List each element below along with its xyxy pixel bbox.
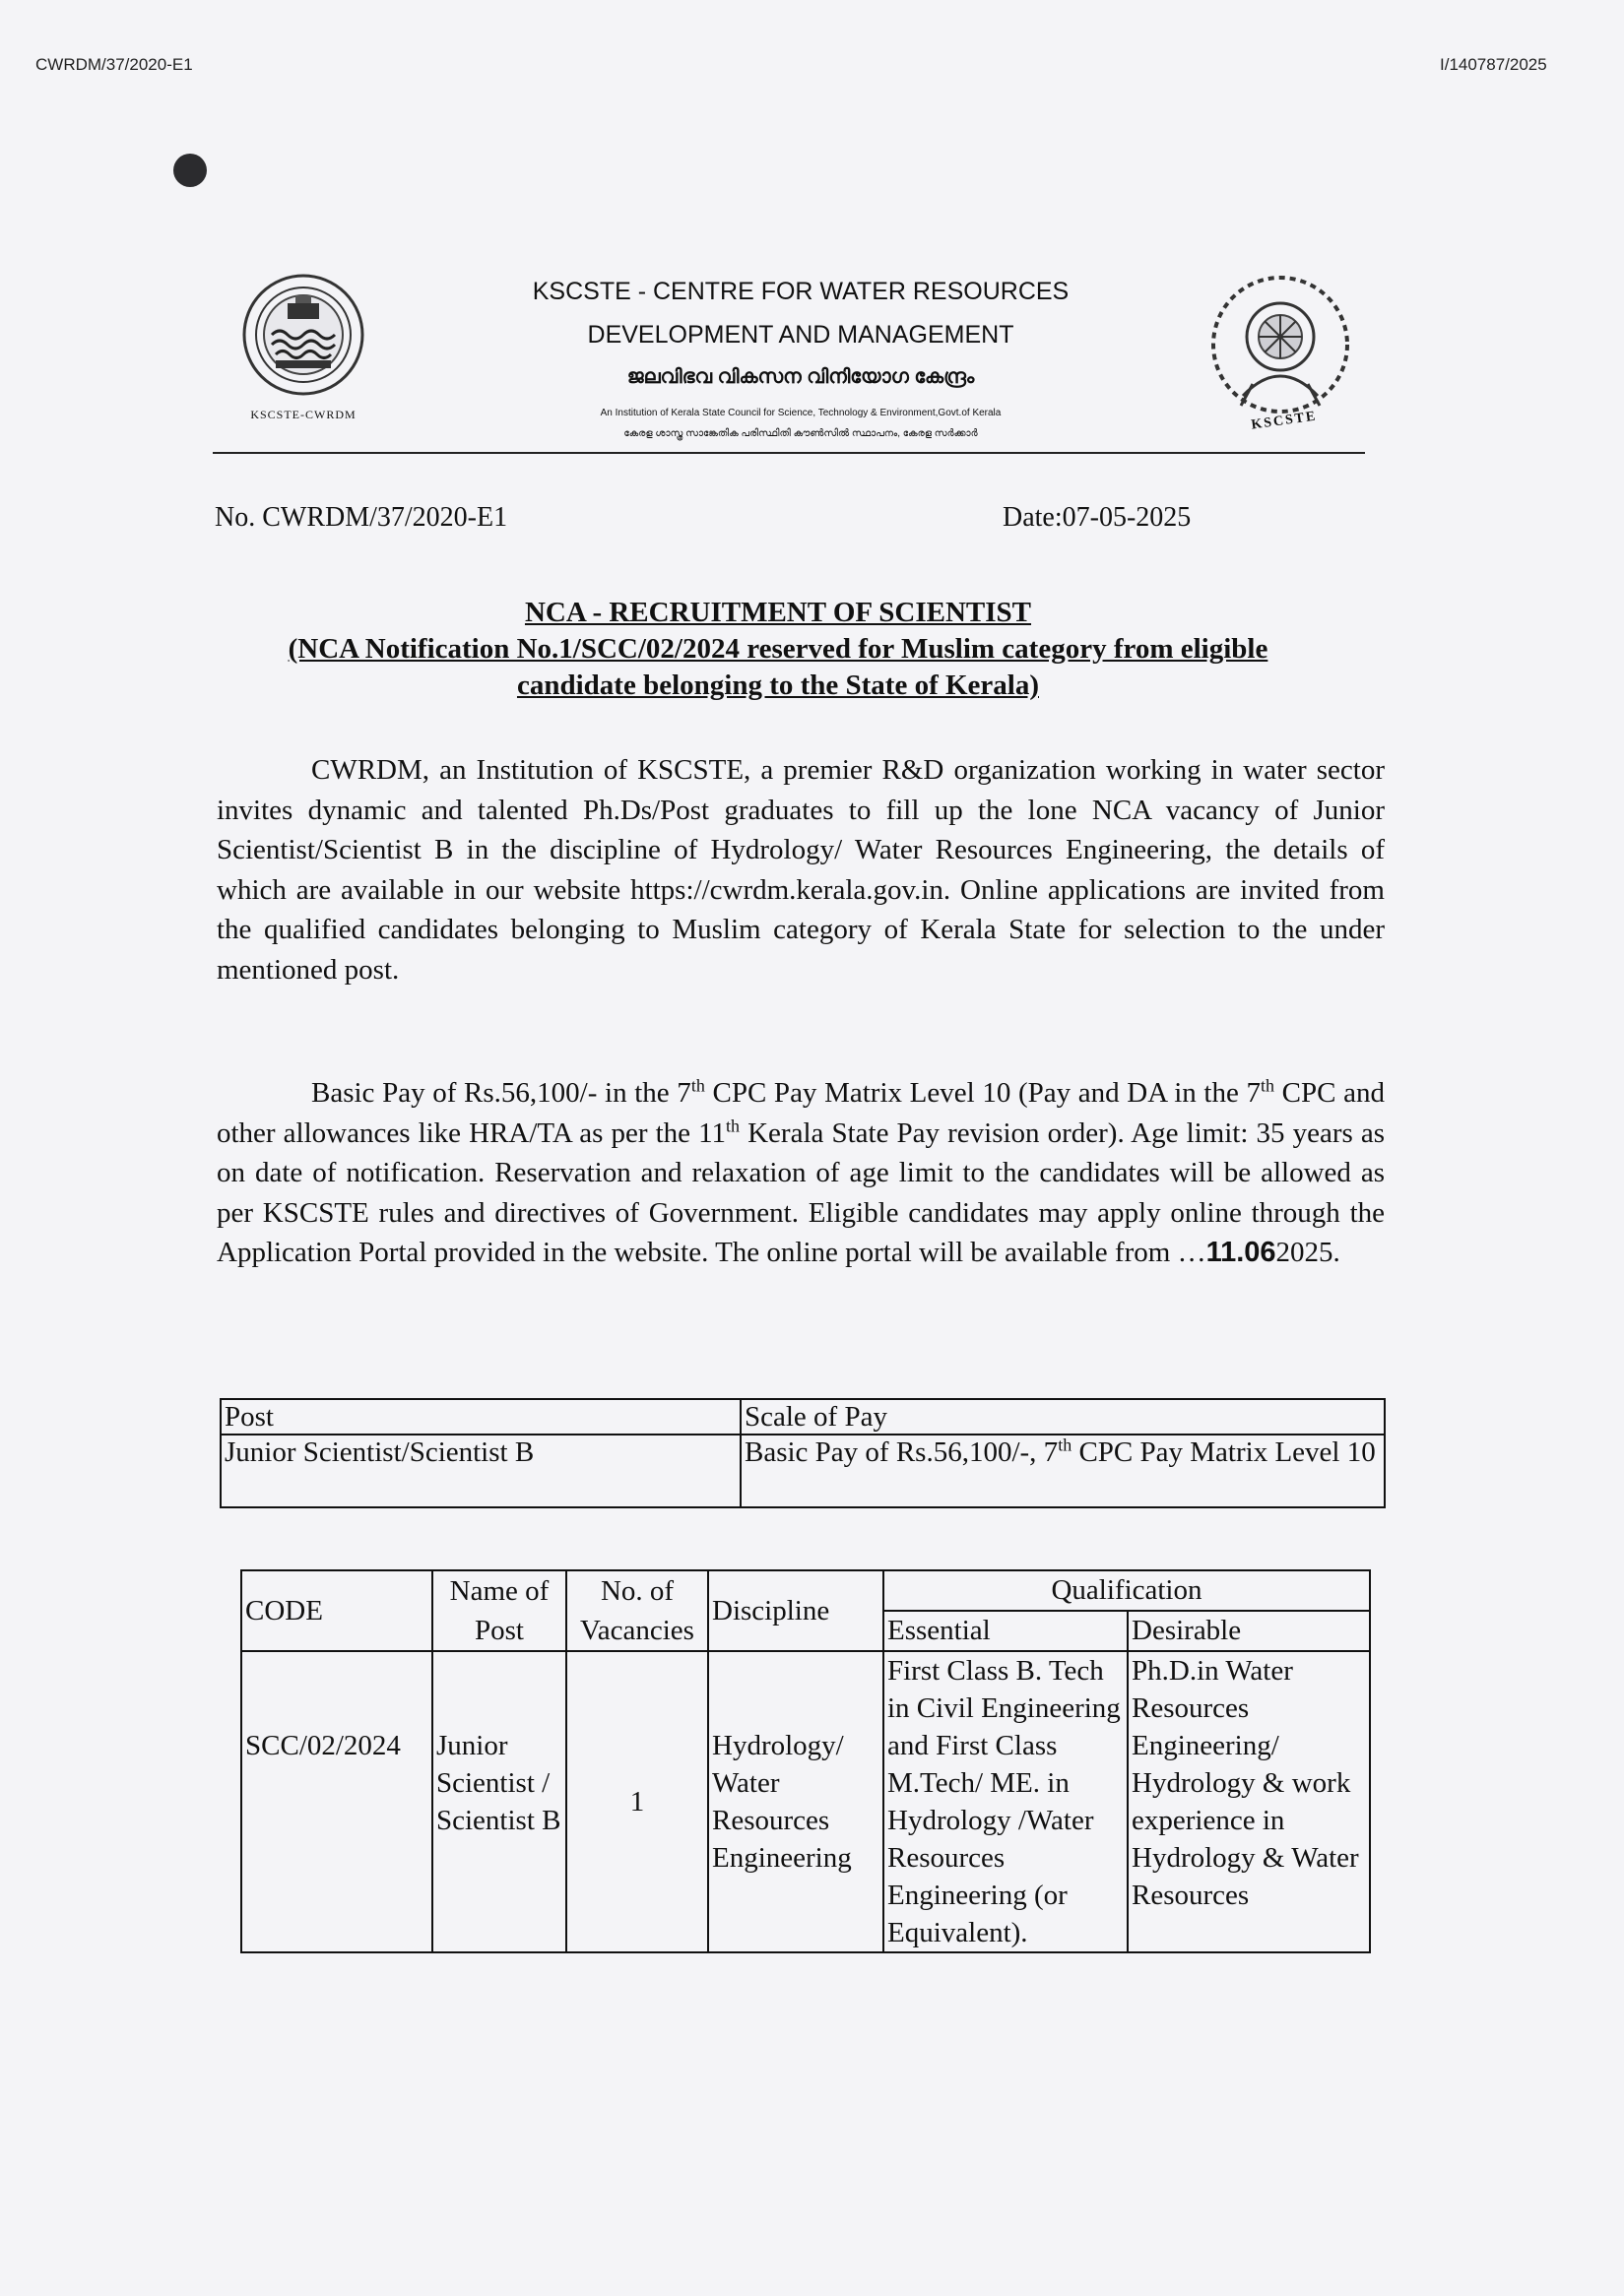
- pay-table-header-scale: Scale of Pay: [741, 1399, 1385, 1435]
- cwrdm-logo-caption: KSCSTE-CWRDM: [250, 408, 357, 421]
- punch-hole-mark: [173, 154, 207, 187]
- title-line2: (NCA Notification No.1/SCC/02/2024 reserved for Muslim category from eligible: [288, 633, 1268, 665]
- org-name-line1: KSCSTE - CENTRE FOR WATER RESOURCES: [532, 278, 1070, 305]
- table-row: [241, 1651, 1370, 1952]
- org-name-malayalam: ജലവിഭവ വികസന വിനിയോഗ കേന്ദ്രം: [626, 366, 975, 388]
- notice-date: Date:07-05-2025: [1003, 502, 1192, 533]
- cell-desirable: Ph.D.in Water Resources Engineering/ Hydrology & work experience in Hydrology & Water Resources: [1128, 1651, 1370, 1952]
- notice-title: [197, 595, 1359, 704]
- kscste-logo-caption: KSCSTE: [1250, 409, 1319, 433]
- reference-number: No. CWRDM/37/2020-E1: [215, 502, 508, 533]
- table-row: [221, 1435, 1385, 1507]
- table-header-row: [241, 1570, 1370, 1611]
- cell-essential: First Class B. Tech in Civil Engineering and First Class M.Tech/ ME. in Hydrology /Water Resources Engineering (or Equivalent).: [883, 1651, 1128, 1952]
- title-line1: NCA - RECRUITMENT OF SCIENTIST: [524, 597, 1032, 628]
- org-subline-en: An Institution of Kerala State Council for Science, Technology & Environment,Govt.of Kerala: [600, 408, 1002, 418]
- header-code: CODE: [241, 1570, 432, 1651]
- file-ref-left: CWRDM/37/2020-E1: [35, 55, 193, 74]
- cell-vacancies: 1: [566, 1651, 708, 1952]
- pay-table-post: Junior Scientist/Scientist B: [221, 1435, 741, 1507]
- header-discipline: Discipline: [708, 1570, 883, 1651]
- cell-post: Junior Scientist / Scientist B: [432, 1651, 566, 1952]
- header-desirable: Desirable: [1128, 1611, 1370, 1651]
- org-name-line2: DEVELOPMENT AND MANAGEMENT: [587, 321, 1014, 349]
- cell-code: SCC/02/2024: [241, 1651, 432, 1952]
- header-qualification: Qualification: [883, 1570, 1370, 1611]
- para2-text: Basic Pay of Rs.56,100/- in the 7th CPC Pay Matrix Level 10 (Pay and DA in the 7th CPC and other allowances like HRA/TA as per the 11th Kerala State Pay revision order). Age limit: 35 years as on date of notification. Reservation and relaxation of age limit to the candidates will be allowed as per KSCSTE rules and directives of Government. Eligible candidates may apply online through the Application Portal provided in the website. The online portal will be available from …11.062025.: [217, 1075, 1386, 1268]
- pay-table-header-post: Post: [221, 1399, 741, 1435]
- body-paragraph-2: [217, 1073, 1385, 1273]
- para2-dots: …: [1177, 1237, 1206, 1268]
- table-row: [221, 1399, 1385, 1435]
- handwritten-date: 11.06: [1205, 1237, 1276, 1268]
- para1-text: CWRDM, an Institution of KSCSTE, a premier R&D organization working in water sector invites dynamic and talented Ph.Ds/Post graduates to fill up the lone NCA vacancy of Junior Scientist/Scientist B in the discipline of Hydrology/ Water Resources Engineering, the details of which are available in our website https://cwrdm.kerala.gov.in. Online applications are invited from the qualified candidates belonging to Muslim category of Kerala State for selection to the under mentioned post.: [217, 754, 1385, 986]
- header-no-of-vacancies: No. of Vacancies: [566, 1570, 708, 1651]
- vacancy-table: [240, 1569, 1371, 1953]
- header-essential: Essential: [883, 1611, 1128, 1651]
- body-paragraph-1: [217, 750, 1385, 989]
- pay-table-scale: Basic Pay of Rs.56,100/-, 7th CPC Pay Matrix Level 10: [741, 1435, 1385, 1507]
- pay-scale-table: [220, 1398, 1386, 1508]
- header-name-of-post: Name of Post: [432, 1570, 566, 1651]
- org-subline-ml: കേരള ശാസ്ത്ര സാങ്കേതിക പരിസ്ഥിതി കൗൺസിൽ സ്ഥാപനം, കേരള സർക്കാർ: [623, 428, 978, 439]
- cwrdm-logo: [236, 274, 370, 421]
- cell-discipline: Hydrology/ Water Resources Engineering: [708, 1651, 883, 1952]
- title-line3: candidate belonging to the State of Kerala): [516, 670, 1039, 701]
- kscste-logo: [1203, 268, 1357, 447]
- file-ref-right: I/140787/2025: [1440, 55, 1547, 74]
- letterhead-divider: [213, 452, 1365, 454]
